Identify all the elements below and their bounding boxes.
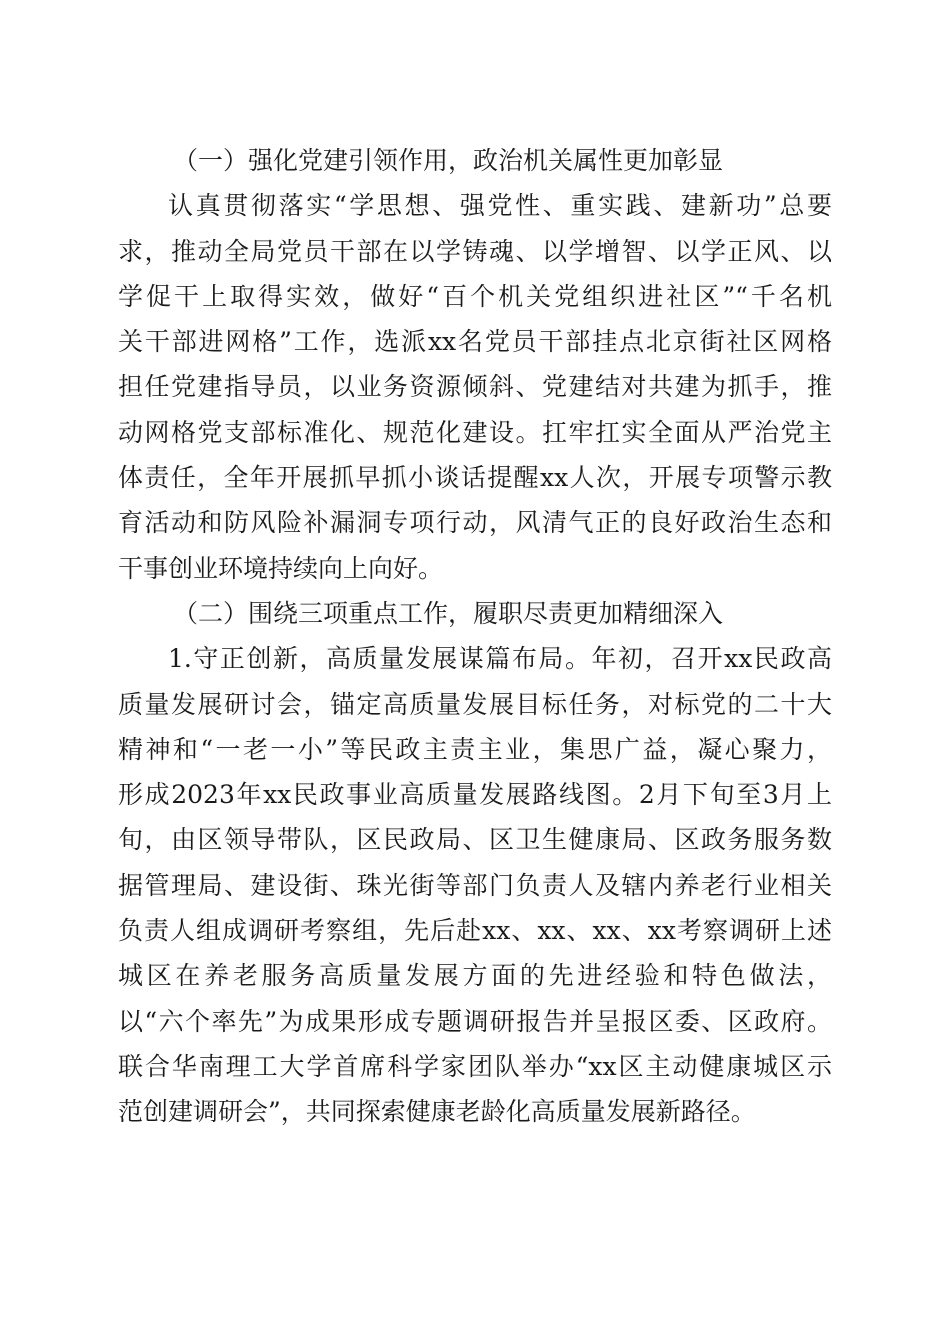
- paragraph-line: 求，推动全局党员干部在以学铸魂、以学增智、以学正风、以: [118, 236, 832, 266]
- paragraph-line: 质量发展研讨会，锚定高质量发展目标任务，对标党的二十大: [118, 689, 832, 719]
- section-heading-2: （二）围绕三项重点工作，履职尽责更加精细深入: [173, 598, 724, 628]
- paragraph-line: 动网格党支部标准化、规范化建设。扛牢扛实全面从严治党主: [118, 417, 832, 447]
- paragraph-line: 形成2023年xx民政事业高质量发展路线图。2月下旬至3月上: [118, 780, 832, 810]
- paragraph-line: 1.守正创新，高质量发展谋篇布局。年初，召开xx民政高: [168, 644, 832, 674]
- paragraph-line: 城区在养老服务高质量发展方面的先进经验和特色做法，: [118, 961, 832, 991]
- paragraph-line: 关干部进网格”工作，选派xx名党员干部挂点北京街社区网格: [118, 327, 832, 357]
- paragraph-line: 联合华南理工大学首席科学家团队举办“xx区主动健康城区示: [118, 1051, 832, 1081]
- paragraph-line: 育活动和防风险补漏洞专项行动，风清气正的良好政治生态和: [118, 508, 832, 538]
- paragraph-line: 负责人组成调研考察组，先后赴xx、xx、xx、xx考察调研上述: [118, 916, 832, 946]
- paragraph-line: 体责任，全年开展抓早抓小谈话提醒xx人次，开展专项警示教: [118, 463, 832, 493]
- paragraph-line: 认真贯彻落实“学思想、强党性、重实践、建新功”总要: [168, 191, 832, 221]
- paragraph-line: 精神和“一老一小”等民政主责主业，集思广益，凝心聚力，: [118, 734, 832, 764]
- paragraph-line: 范创建调研会”，共同探索健康老龄化高质量发展新路径。: [118, 1097, 756, 1127]
- paragraph-line: 旬，由区领导带队，区民政局、区卫生健康局、区政务服务数: [118, 825, 832, 855]
- paragraph-line: 据管理局、建设街、珠光街等部门负责人及辖内养老行业相关: [118, 870, 832, 900]
- paragraph-line: 担任党建指导员，以业务资源倾斜、党建结对共建为抓手，推: [118, 372, 832, 402]
- paragraph-line: 以“六个率先”为成果形成专题调研报告并呈报区委、区政府。: [118, 1006, 832, 1036]
- paragraph-line: 干事创业环境持续向上向好。: [118, 553, 444, 583]
- section-heading-1: （一）强化党建引领作用，政治机关属性更加彰显: [173, 146, 724, 175]
- paragraph-line: 学促干上取得实效，做好“百个机关党组织进社区”“千名机: [118, 281, 832, 311]
- document-body: [118, 138, 832, 1135]
